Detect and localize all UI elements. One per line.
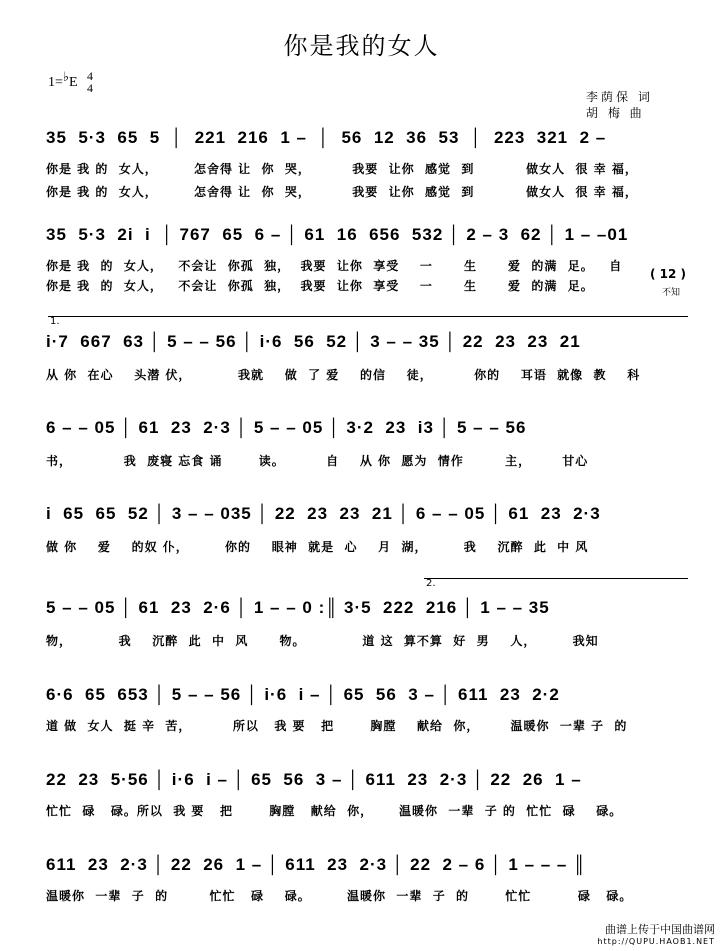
lyric-verse-2: 你是 我 的 女人， 不会让 你孤 独， 我要 让你 享受 一 生 爱 的满 足。: [46, 279, 594, 293]
notation-line: 35 5·3 65 5 │ 221 216 1 – │ 56 12 36 53 │ 223 321 2 –: [46, 128, 607, 147]
volta-1-line: [48, 316, 688, 317]
bracket-note: ( 12 ): [650, 267, 687, 281]
footer-site-text: 曲谱上传于中国曲谱网: [605, 923, 715, 936]
lyric-line: 物， 我 沉醉 此 中 风 物。 道 这 算不算 好 男 人， 我知: [46, 634, 599, 648]
key-prefix: 1=: [48, 75, 63, 90]
notation-line: 6 – – 05 │ 61 23 2·3 │ 5 – – 05 │ 3·2 23 i3 │ 5 – – 56: [46, 418, 527, 437]
key-letter: E: [69, 75, 78, 90]
notation-line: 22 23 5·56 │ i·6 i – │ 65 56 3 – │ 611 23 2·3 │ 22 26 1 –: [46, 770, 582, 789]
volta-1-label: 1.: [50, 316, 60, 327]
volta-2-label: 2.: [426, 578, 436, 589]
score-row-8: [0, 770, 723, 860]
time-top: 4: [87, 69, 93, 83]
song-title: 你是我的女人: [283, 32, 440, 60]
time-bottom: 4: [87, 81, 93, 95]
lyricist-credit: 李荫保 词: [586, 90, 653, 104]
lyric-verse-1: 你是 我 的 女人， 不会让 你孤 独， 我要 让你 享受 一 生 爱 的满 足。 自: [46, 259, 623, 273]
score-row-4: [0, 418, 723, 508]
score-row-1: [0, 128, 723, 218]
volta-2-line: [424, 578, 688, 579]
lyric-line: 温暖你 一辈 子 的 忙忙 碌 碌。 温暖你 一辈 子 的 忙忙 碌 碌。: [46, 889, 633, 903]
notation-line: 6·6 65 653 │ 5 – – 56 │ i·6 i – │ 65 56 3 – │ 611 23 2·2: [46, 685, 560, 704]
score-row-5: [0, 504, 723, 594]
lyric-verse-1: 你是 我 的 女人， 怎舍得 让 你 哭， 我要 让你 感觉 到 做女人 很 幸 福，: [46, 162, 638, 176]
lyric-line: 做 你 爱 的奴 仆， 你的 眼神 就是 心 月 湖， 我 沉醉 此 中 风: [46, 540, 589, 554]
lyric-line: 忙忙 碌 碌。所以 我 要 把 胸膛 献给 你， 温暖你 一辈 子 的 忙忙 碌 碌。: [46, 804, 623, 818]
lyric-line: 书， 我 废寝 忘食 诵 读。 自 从 你 愿为 情作 主， 甘心: [46, 454, 589, 468]
score-row-2: [0, 225, 723, 315]
notation-line: i·7 667 63 │ 5 – – 56 │ i·6 56 52 │ 3 – – 35 │ 22 23 23 21: [46, 332, 581, 351]
lyric-line: 从 你 在心 头潜 伏， 我就 做 了 爱 的信 徒， 你的 耳语 就像 教 科: [46, 368, 641, 382]
key-signature: [48, 69, 78, 91]
score-row-3: [0, 332, 723, 422]
bracket-sub: 不知: [662, 288, 681, 298]
composer-credit: 胡 梅 曲: [586, 106, 645, 120]
notation-line: 35 5·3 2i i │ 767 65 6 – │ 61 16 656 532 │ 2 – 3 62 │ 1 – –01: [46, 225, 629, 244]
notation-line: i 65 65 52 │ 3 – – 035 │ 22 23 23 21 │ 6 – – 05 │ 61 23 2·3: [46, 504, 601, 523]
lyric-line: 道 做 女人 挺 辛 苦， 所以 我 要 把 胸膛 献给 你， 温暖你 一辈 子 的: [46, 719, 628, 733]
lyric-verse-2: 你是 我 的 女人， 怎舍得 让 你 哭， 我要 让你 感觉 到 做女人 很 幸 福，: [46, 185, 638, 199]
flat-symbol: ♭: [62, 69, 70, 84]
footer-url: http://QUPU.HAOB1.NET: [597, 937, 715, 946]
score-row-6: [0, 598, 723, 688]
notation-line: 5 – – 05 │ 61 23 2·6 │ 1 – – 0 :║ 3·5 222 216 │ 1 – – 35: [46, 598, 550, 617]
time-signature: [87, 70, 93, 94]
notation-line: 611 23 2·3 │ 22 26 1 – │ 611 23 2·3 │ 22 2 – 6 │ 1 – – – ║: [46, 855, 587, 874]
score-row-7: [0, 685, 723, 775]
